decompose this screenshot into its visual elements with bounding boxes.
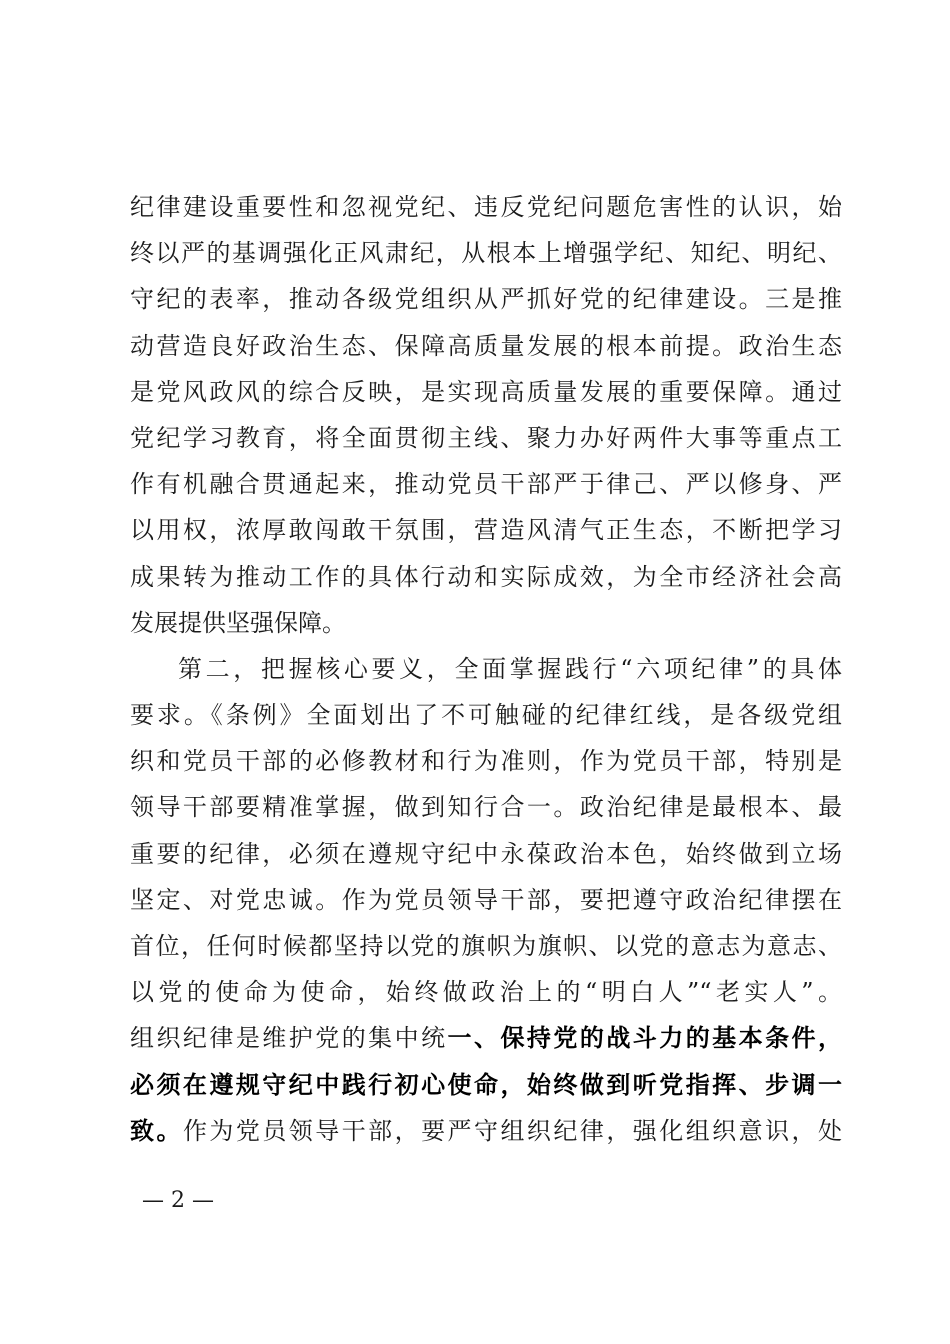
paragraph-2-line-11	[130, 1108, 842, 1154]
body-text	[130, 184, 842, 1154]
paragraph-2-line-1: 第二，把握核心要义，全面掌握践行“六项纪律”的具体	[178, 654, 842, 683]
paragraph-1-line-6: 党纪学习教育，将全面贯彻主线、聚力办好两件大事等重点工	[130, 423, 842, 452]
paragraph-2-line-3: 织和党员干部的必修教材和行为准则，作为党员干部，特别是	[130, 747, 842, 776]
paragraph-1-line-10: 发展提供坚强保障。	[130, 608, 346, 637]
paragraph-2-line-10: 必须在遵规守纪中践行初心使命，始终做到听党指挥、步调一	[130, 1070, 842, 1099]
paragraph-1-line-2: 终以严的基调强化正风肃纪，从根本上增强学纪、知纪、明纪、	[130, 239, 842, 268]
paragraph-1-line-1: 纪律建设重要性和忽视党纪、违反党纪问题危害性的认识，始	[130, 193, 842, 221]
paragraph-2-line-2: 要求。《条例》全面划出了不可触碰的纪律红线，是各级党组	[130, 701, 842, 730]
paragraph-2-line-8: 以党的使命为使命，始终做政治上的“明白人”“老实人”。	[130, 978, 842, 1007]
page-number: — 2 —	[142, 1188, 214, 1213]
organization-discipline-continuation: 作为党员领导干部，要严守组织纪律，强化组织意识，处	[182, 1116, 843, 1145]
paragraph-2-line-5: 重要的纪律，必须在遵规守纪中永葆政治本色，始终做到立场	[130, 839, 842, 868]
paragraph-1-line-8: 以用权，浓厚敢闯敢干氛围，营造风清气正生态，不断把学习	[130, 516, 842, 545]
paragraph-2-line-7: 首位，任何时候都坚持以党的旗帜为旗帜、以党的意志为意志、	[130, 932, 842, 960]
paragraph-1-line-5: 是党风政风的综合反映，是实现高质量发展的重要保障。通过	[130, 377, 842, 406]
organization-discipline-intro: 组织纪律是维护党的集中统	[130, 1024, 448, 1053]
paragraph-1-line-9: 成果转为推动工作的具体行动和实际成效，为全市经济社会高	[130, 562, 842, 591]
paragraph-2-line-9	[130, 1015, 842, 1061]
paragraph-2-line-6: 坚定、对党忠诚。作为党员领导干部，要把遵守政治纪律摆在	[130, 885, 842, 914]
paragraph-1-line-3: 守纪的表率，推动各级党组织从严抓好党的纪律建设。三是推	[130, 285, 842, 314]
paragraph-2-line-4: 领导干部要精准掌握，做到知行合一。政治纪律是最根本、最	[130, 793, 842, 822]
paragraph-1-line-4: 动营造良好政治生态、保障高质量发展的根本前提。政治生态	[130, 331, 842, 360]
organization-discipline-bold-end: 致。	[130, 1116, 183, 1145]
paragraph-1-line-7: 作有机融合贯通起来，推动党员干部严于律己、严以修身、严	[130, 470, 842, 499]
organization-discipline-bold-1: 一、保持党的战斗力的基本条件，	[447, 1024, 843, 1053]
